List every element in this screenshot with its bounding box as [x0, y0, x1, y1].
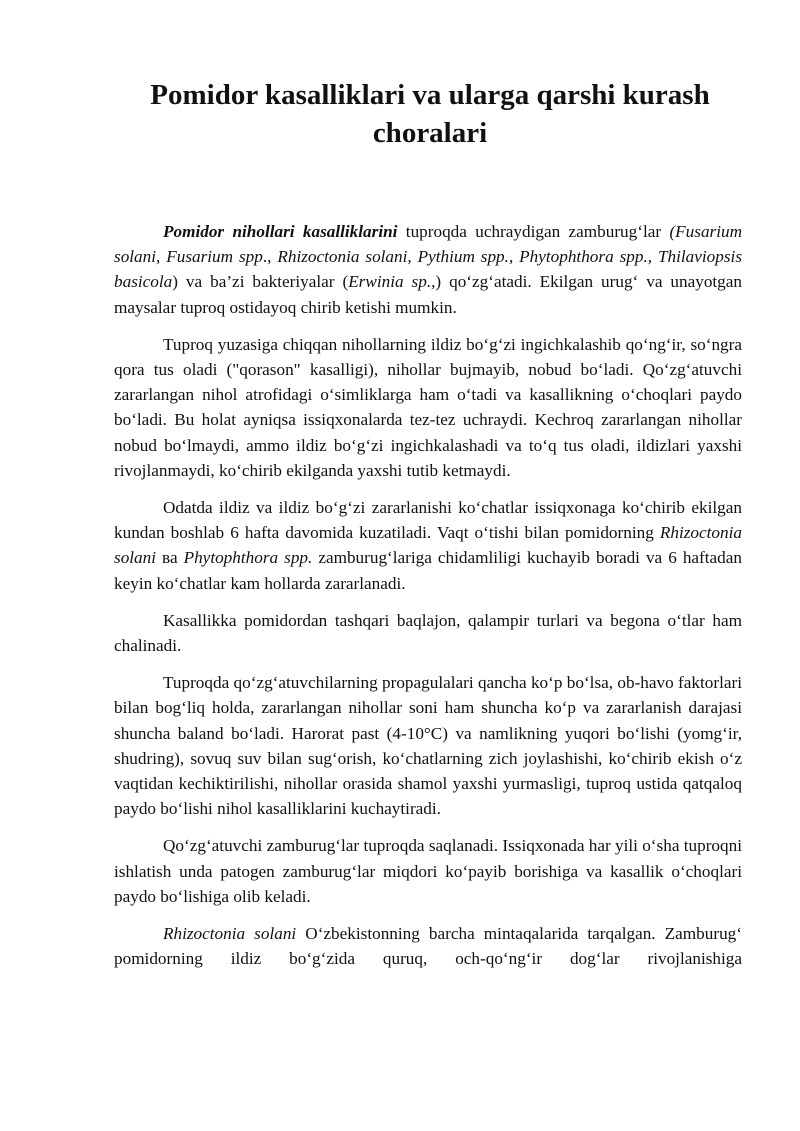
italic-term: Phytophthora spp.: [183, 548, 313, 568]
paragraph: [114, 921, 742, 971]
text-run: Qo‘zg‘atuvchi zamburug‘lar tuproqda saqlanadi. Issiqxonada har yili o‘sha tuproqni ishlatish unda patogen zamburug‘lar miqdori ko‘payib borishiga va kasallik o‘choqlari paydo bo‘lishiga olib keladi.: [114, 836, 742, 906]
text-run: Tuproq yuzasiga chiqqan nihollarning ildiz bo‘g‘zi ingichkalashib qo‘ng‘ir, so‘ngra qora tus oladi ("qorason" kasalligi), nihollar bujmayib, nobud bo‘ladi. Qo‘zg‘atuvchi zararlangan nihol atrofidagi o‘simliklarga ham o‘tadi va kasallikning o‘choqlari paydo bo‘ladi. Bu holat ayniqsa issiqxonalarda tez-tez uchraydi. Kechroq zararlangan nihollar nobud bo‘lmaydi, ammo ildiz bo‘g‘zi ingichkalashadi va to‘q tus oladi, ildizlari yaxshi rivojlanmaydi, ko‘chirib ekilganda yaxshi tutib ketmaydi.: [114, 334, 742, 480]
paragraph: [114, 608, 742, 658]
text-run: ) qo‘zg‘atadi. Ekilgan urug‘ va unayotgan maysalar tuproq ostidayoq chirib ketishi mumkin.: [114, 272, 743, 317]
paragraph: [114, 219, 742, 320]
italic-term: Rhizoctonia solani, Pythium spp., Phytophthora spp.,: [277, 247, 653, 267]
bold-italic-term: Pomidor nihollari kasalliklarini: [163, 222, 398, 241]
text-run: ва: [156, 548, 184, 568]
italic-term: (Fusarium solani, Fusarium spp: [114, 222, 743, 267]
text-run: Kasallikka pomidordan tashqari baqlajon, qalampir turlari va begona o‘tlar ham chalinadi.: [114, 610, 742, 656]
italic-term: Rhizoctonia solani: [114, 523, 742, 568]
page-title: Pomidor kasalliklari va ularga qarshi kurash choralari: [150, 79, 710, 149]
italic-term: Rhizoctonia solani: [163, 924, 297, 944]
paragraph: [114, 495, 742, 596]
italic-term: Erwinia sp.,: [348, 272, 436, 292]
paragraph: [114, 332, 742, 483]
text-run: Tuproqda qo‘zg‘atuvchilarning propagulalari qancha ko‘p bo‘lsa, ob-havo faktorlari bilan bog‘liq holda, zararlangan nihollar soni ham shuncha ko‘p va zararlanish darajasi shuncha baland bo‘ladi. Harorat past (4-10°C) va namlikning yuqori bo‘lishi (yomg‘ir, shudring), sovuq suv bilan sug‘orish, ko‘chatlarning zich joylashishi, ko‘chirib ekish o‘z vaqtidan kechiktirilishi, nihollar orasida shamol yaxshi yurmasligi, tuproq ustida qatqaloq paydo bo‘lishi nihol kasalliklarini kuchaytiradi.: [114, 673, 742, 819]
text-run: ) va ba’zi bakteriyalar (: [172, 272, 349, 292]
text-run: tuproqda uchraydigan zamburug‘lar: [397, 222, 670, 241]
text-run: Odatda ildiz va ildiz bo‘g‘zi zararlanishi ko‘chatlar issiqxonaga ko‘chirib ekilgan kundan boshlab 6 hafta davomida kuzatiladi. Vaqt o‘tishi bilan pomidorning: [114, 498, 742, 543]
italic-term: Thilaviopsis basicola: [114, 247, 743, 292]
text-run: .,: [262, 247, 278, 267]
text-run: zamburug‘lariga chidamliligi kuchayib boradi va 6 haftadan keyin ko‘chatlar kam hollarda zararlanadi.: [114, 548, 742, 593]
document-body: [114, 219, 742, 983]
text-run: O‘zbekistonning barcha mintaqalarida tarqalgan. Zamburug‘ pomidorning ildiz bo‘g‘zida quruq, och-qo‘ng‘ir dog‘lar rivojlanishiga: [114, 924, 742, 969]
paragraph: [114, 833, 742, 909]
paragraph: [114, 670, 742, 821]
